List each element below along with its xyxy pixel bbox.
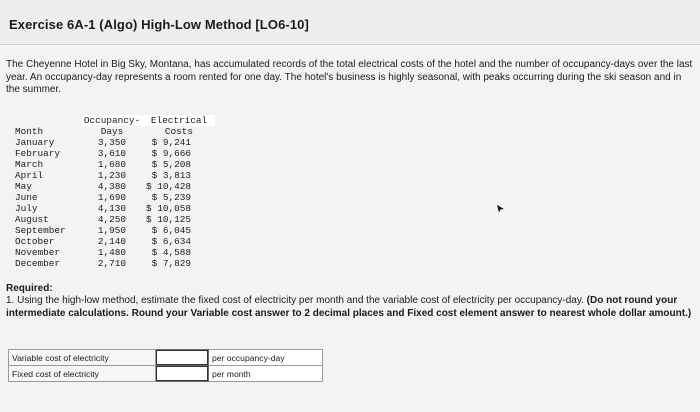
table-row xyxy=(15,214,215,225)
cost-cell: $ 4,588 xyxy=(151,247,191,258)
answer-row-fixed xyxy=(9,366,323,382)
intro-paragraph: The Cheyenne Hotel in Big Sky, Montana, has accumulated records of the total electrical costs of the hotel and the number of occupancy-days over the last year. An occupancy-day represents a room rented for one day. The hotel's business is highly seasonal, with peaks occurring during the ski season and in the summer. xyxy=(6,59,693,95)
table-row xyxy=(15,159,215,170)
month-cell: January xyxy=(15,137,55,148)
cost-cell: $ 10,125 xyxy=(145,214,191,225)
days-cell: 1,950 xyxy=(97,225,127,236)
days-cell: 1,680 xyxy=(97,159,127,170)
month-cell: February xyxy=(15,148,61,159)
cost-cell: $ 6,045 xyxy=(151,225,191,236)
days-cell: 3,610 xyxy=(97,148,127,159)
table-row xyxy=(15,203,215,214)
month-cell: March xyxy=(15,159,44,170)
table-row xyxy=(15,137,215,148)
table-row xyxy=(15,258,215,269)
month-cell: June xyxy=(15,192,38,203)
cost-header-top: Electrical xyxy=(143,115,215,126)
answer-grid xyxy=(8,349,323,382)
days-cell: 1,690 xyxy=(97,192,127,203)
days-cell: 1,480 xyxy=(97,247,127,258)
variable-cost-label: Variable cost of electricity xyxy=(9,350,156,366)
days-cell: 1,230 xyxy=(97,170,127,181)
exercise-title: Exercise 6A-1 (Algo) High-Low Method [LO6-10] xyxy=(9,17,309,32)
cost-cell: $ 9,241 xyxy=(151,137,191,148)
days-cell: 2,140 xyxy=(97,236,127,247)
table-row xyxy=(15,247,215,258)
month-cell: November xyxy=(15,247,61,258)
days-cell: 4,250 xyxy=(97,214,127,225)
answer-row-variable xyxy=(9,350,323,366)
days-cell: 4,130 xyxy=(97,203,127,214)
month-cell: July xyxy=(15,203,38,214)
fixed-cost-label: Fixed cost of electricity xyxy=(9,366,156,382)
mouse-cursor-icon xyxy=(497,205,505,213)
question-1-text: 1. Using the high-low method, estimate the fixed cost of electricity per month and the variable cost of electricity per occupancy-day. xyxy=(6,295,584,306)
month-cell: August xyxy=(15,214,49,225)
required-heading: Required: xyxy=(6,283,53,294)
month-cell: October xyxy=(15,236,55,247)
days-cell: 2,710 xyxy=(97,258,127,269)
days-cell: 3,350 xyxy=(97,137,127,148)
variable-cost-input[interactable] xyxy=(156,350,209,366)
variable-cost-unit: per occupancy-day xyxy=(209,350,323,366)
month-cell: December xyxy=(15,258,61,269)
table-row xyxy=(15,148,215,159)
table-row xyxy=(15,170,215,181)
month-cell: May xyxy=(15,181,32,192)
cost-cell: $ 6,634 xyxy=(151,236,191,247)
cost-cell: $ 5,208 xyxy=(151,159,191,170)
month-header: Month xyxy=(15,126,44,137)
days-header-top: Occupancy- xyxy=(81,115,143,126)
question-1-note: (Do not round your intermediate calculations. Round your Variable cost answer to 2 decimal places and Fixed cost element answer to nearest whole dollar amount.) xyxy=(6,295,692,319)
days-cell: 4,380 xyxy=(97,181,127,192)
cost-cell: $ 7,829 xyxy=(151,258,191,269)
cost-cell: $ 10,428 xyxy=(145,181,191,192)
cost-cell: $ 3,813 xyxy=(151,170,191,181)
fixed-cost-unit: per month xyxy=(209,366,323,382)
fixed-cost-input[interactable] xyxy=(156,366,209,382)
cost-header-bottom: Costs xyxy=(164,126,194,137)
table-row xyxy=(15,181,215,192)
cost-cell: $ 10,058 xyxy=(145,203,191,214)
month-cell: April xyxy=(15,170,44,181)
days-header-bottom: Days xyxy=(100,126,124,137)
exercise-header xyxy=(0,0,700,45)
cost-cell: $ 9,666 xyxy=(151,148,191,159)
table-row xyxy=(15,192,215,203)
table-row xyxy=(15,225,215,236)
table-row xyxy=(15,236,215,247)
data-table xyxy=(15,115,215,269)
month-cell: September xyxy=(15,225,66,236)
cost-cell: $ 5,239 xyxy=(151,192,191,203)
question-1 xyxy=(6,295,696,320)
